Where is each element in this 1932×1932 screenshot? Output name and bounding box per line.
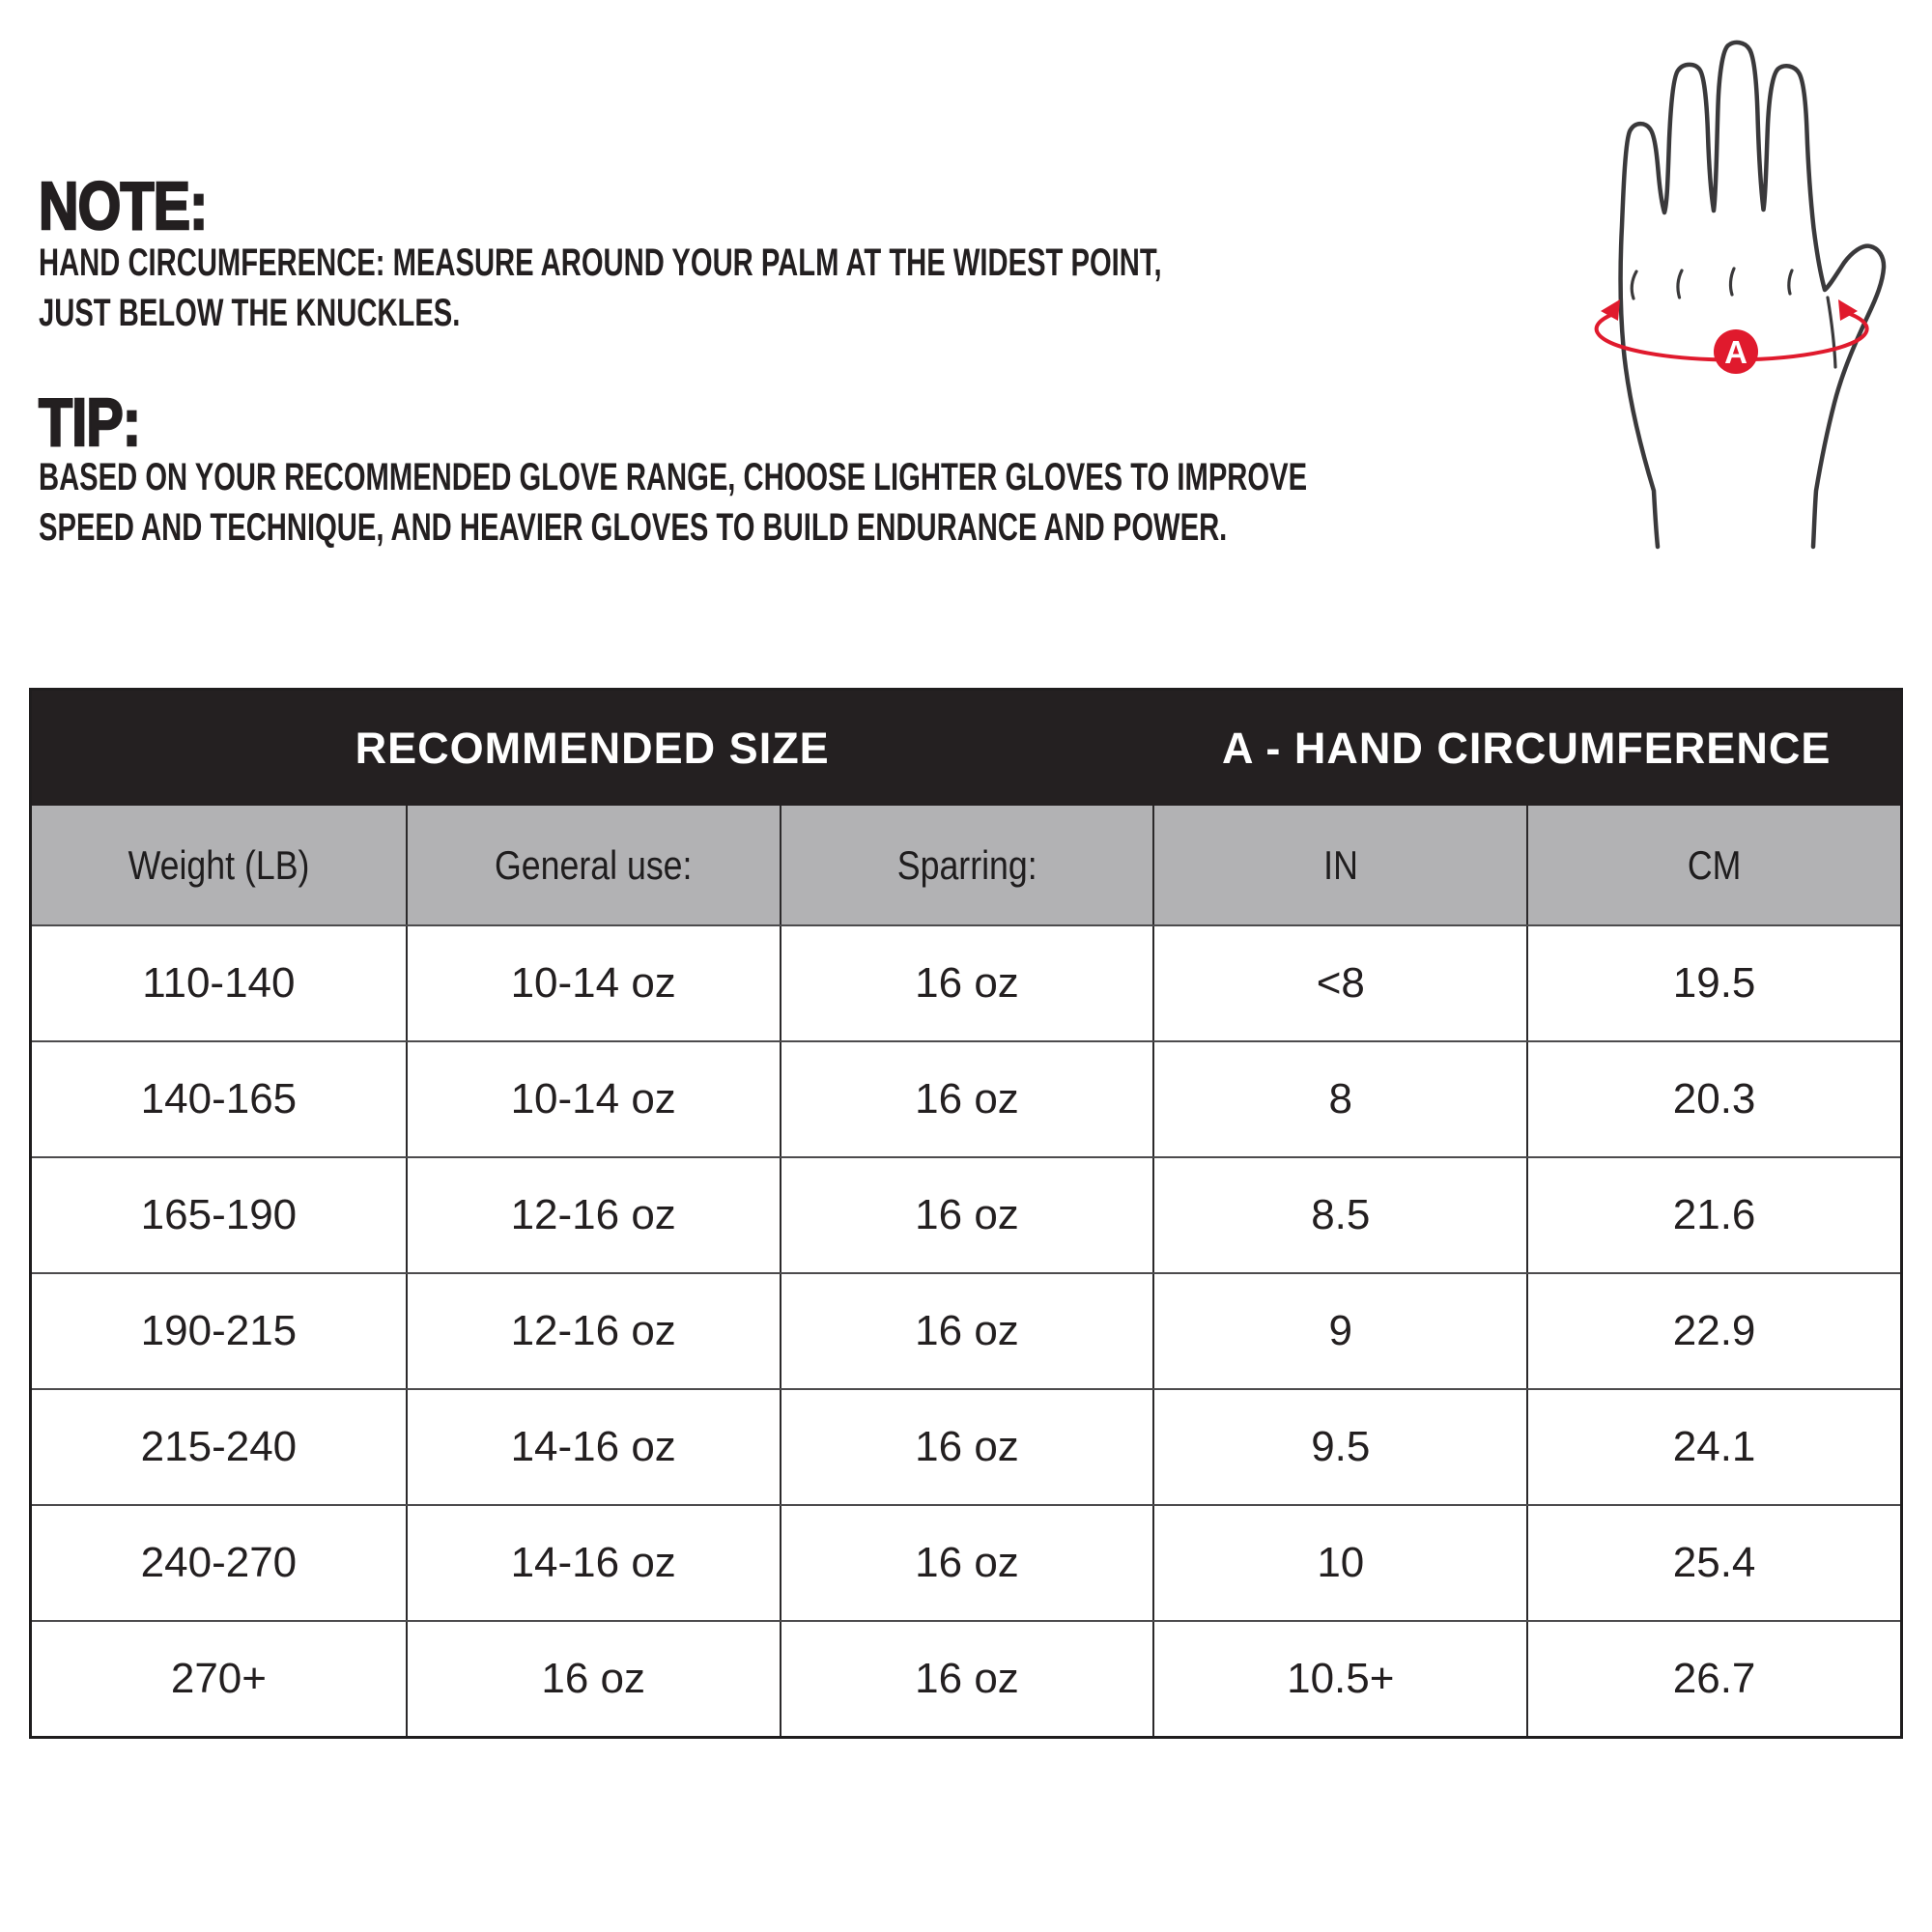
column-header-weight: Weight (LB) [128, 841, 310, 888]
tip-paragraph [39, 452, 1776, 553]
table-row [32, 1272, 1900, 1388]
table-row [32, 1040, 1900, 1156]
inches-cell: 10.5+ [1152, 1622, 1526, 1736]
general-use-cell: 12-16 oz [406, 1274, 780, 1388]
general-use-cell: 10-14 oz [406, 1042, 780, 1156]
tip-line-2: SPEED AND TECHNIQUE, AND HEAVIER GLOVES TO BUILD ENDURANCE AND POWER. [39, 506, 1228, 549]
column-header-sparring: Sparring: [780, 806, 1153, 924]
tip-heading: TIP: [39, 384, 141, 460]
column-header-in: IN [1152, 806, 1526, 924]
size-table [29, 688, 1903, 1739]
title-hand-circumference-cell [1152, 691, 1900, 806]
inches-cell: 9.5 [1152, 1390, 1526, 1504]
inches-cell: 8.5 [1152, 1158, 1526, 1272]
cm-cell: 19.5 [1526, 926, 1900, 1040]
thumb-crease-mark [1828, 298, 1835, 367]
table-row [32, 1156, 1900, 1272]
sparring-cell: 16 oz [780, 1042, 1153, 1156]
measure-marker-label: A [1724, 334, 1747, 370]
hand-outline-icon [1621, 43, 1884, 547]
table-row [32, 1504, 1900, 1620]
cm-cell: 24.1 [1526, 1390, 1900, 1504]
column-header-general-use: General use: [406, 806, 780, 924]
inches-cell: 10 [1152, 1506, 1526, 1620]
weight-cell: 240-270 [140, 1539, 298, 1586]
sparring-cell: 16 oz [780, 1158, 1153, 1272]
weight-cell: 165-190 [140, 1191, 298, 1238]
weight-cell: 270+ [170, 1655, 267, 1702]
cm-cell: 25.4 [1526, 1506, 1900, 1620]
tip-line-1: BASED ON YOUR RECOMMENDED GLOVE RANGE, CHOOSE LIGHTER GLOVES TO IMPROVE [39, 456, 1308, 498]
cm-cell: 22.9 [1526, 1274, 1900, 1388]
weight-cell: 215-240 [140, 1423, 298, 1470]
knuckle-crease-marks [1632, 269, 1792, 298]
general-use-cell: 12-16 oz [406, 1158, 780, 1272]
sparring-cell: 16 oz [780, 926, 1153, 1040]
general-use-cell: 14-16 oz [406, 1506, 780, 1620]
weight-cell: 140-165 [140, 1075, 298, 1122]
note-heading: NOTE: [39, 168, 208, 243]
column-header-cm: CM [1526, 806, 1900, 924]
weight-cell: 110-140 [142, 959, 296, 1007]
weight-cell: 190-215 [140, 1307, 298, 1354]
recommended-size-title: RECOMMENDED SIZE [355, 723, 830, 773]
general-use-cell: 10-14 oz [406, 926, 780, 1040]
table-row [32, 924, 1900, 1040]
inches-cell: <8 [1152, 926, 1526, 1040]
cm-cell: 21.6 [1526, 1158, 1900, 1272]
inches-cell: 9 [1152, 1274, 1526, 1388]
title-recommended-size-cell [32, 691, 1152, 806]
cm-cell: 20.3 [1526, 1042, 1900, 1156]
sparring-cell: 16 oz [780, 1390, 1153, 1504]
table-title-bar [32, 691, 1900, 806]
sparring-cell: 16 oz [780, 1506, 1153, 1620]
table-row [32, 1620, 1900, 1736]
sparring-cell: 16 oz [780, 1622, 1153, 1736]
note-paragraph [39, 238, 1577, 338]
table-row [32, 1388, 1900, 1504]
hand-circumference-title: A - HAND CIRCUMFERENCE [1222, 723, 1832, 773]
cm-cell: 26.7 [1526, 1622, 1900, 1736]
note-line-2: JUST BELOW THE KNUCKLES. [39, 292, 461, 334]
hand-measurement-diagram [1536, 25, 1903, 556]
general-use-cell: 14-16 oz [406, 1390, 780, 1504]
inches-cell: 8 [1152, 1042, 1526, 1156]
sparring-cell: 16 oz [780, 1274, 1153, 1388]
column-header-row [32, 806, 1900, 924]
note-line-1: HAND CIRCUMFERENCE: MEASURE AROUND YOUR PALM AT THE WIDEST POINT, [39, 242, 1162, 284]
general-use-cell: 16 oz [406, 1622, 780, 1736]
